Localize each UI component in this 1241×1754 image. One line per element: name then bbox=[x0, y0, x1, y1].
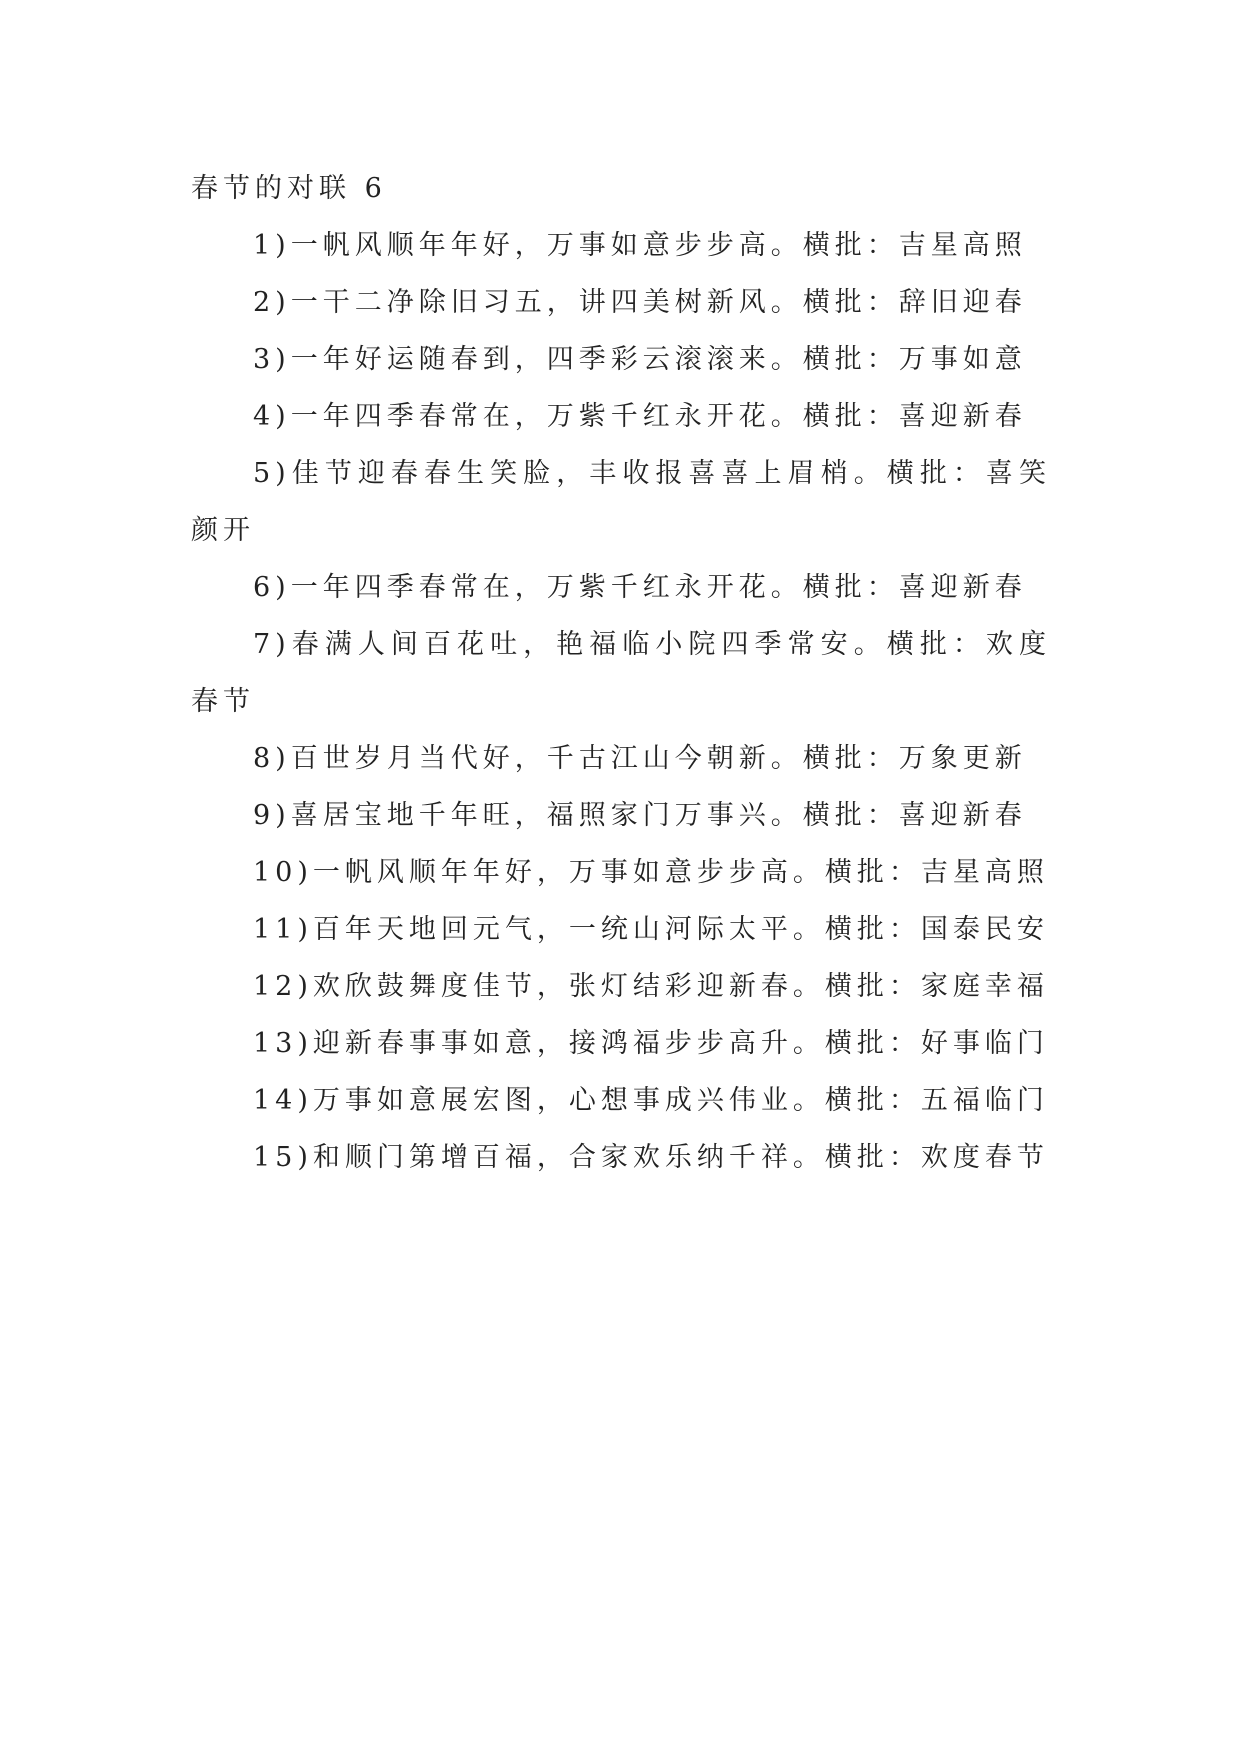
couplet-entry-14: 14)万事如意展宏图，心想事成兴伟业。横批：五福临门 bbox=[253, 1085, 1049, 1116]
couplet-entry-9: 9)喜居宝地千年旺，福照家门万事兴。横批：喜迎新春 bbox=[253, 800, 1027, 831]
couplet-entry-8: 8)百世岁月当代好，千古江山今朝新。横批：万象更新 bbox=[253, 743, 1027, 774]
couplet-entry-13: 13)迎新春事事如意，接鸿福步步高升。横批：好事临门 bbox=[253, 1028, 1049, 1059]
couplet-entry-10: 10)一帆风顺年年好，万事如意步步高。横批：吉星高照 bbox=[253, 857, 1049, 888]
couplet-entry-7: 7)春满人间百花吐，艳福临小院四季常安。横批：欢度春节 bbox=[191, 629, 1051, 717]
document-body bbox=[191, 160, 1051, 1186]
couplet-entry-4: 4)一年四季春常在，万紫千红永开花。横批：喜迎新春 bbox=[253, 401, 1027, 432]
couplet-entry-2: 2)一干二净除旧习五，讲四美树新风。横批：辞旧迎春 bbox=[253, 287, 1027, 318]
couplet-entry-15: 15)和顺门第增百福，合家欢乐纳千祥。横批：欢度春节 bbox=[253, 1142, 1049, 1173]
couplet-entry-6: 6)一年四季春常在，万紫千红永开花。横批：喜迎新春 bbox=[253, 572, 1027, 603]
couplet-entry-3: 3)一年好运随春到，四季彩云滚滚来。横批：万事如意 bbox=[253, 344, 1027, 375]
document-title: 春节的对联 6 bbox=[191, 173, 387, 204]
couplet-entry-5: 5)佳节迎春春生笑脸，丰收报喜喜上眉梢。横批：喜笑颜开 bbox=[191, 458, 1051, 546]
couplet-entry-12: 12)欢欣鼓舞度佳节，张灯结彩迎新春。横批：家庭幸福 bbox=[253, 971, 1049, 1002]
couplet-entry-11: 11)百年天地回元气，一统山河际太平。横批：国泰民安 bbox=[253, 914, 1049, 945]
couplet-entry-1: 1)一帆风顺年年好，万事如意步步高。横批：吉星高照 bbox=[253, 230, 1027, 261]
